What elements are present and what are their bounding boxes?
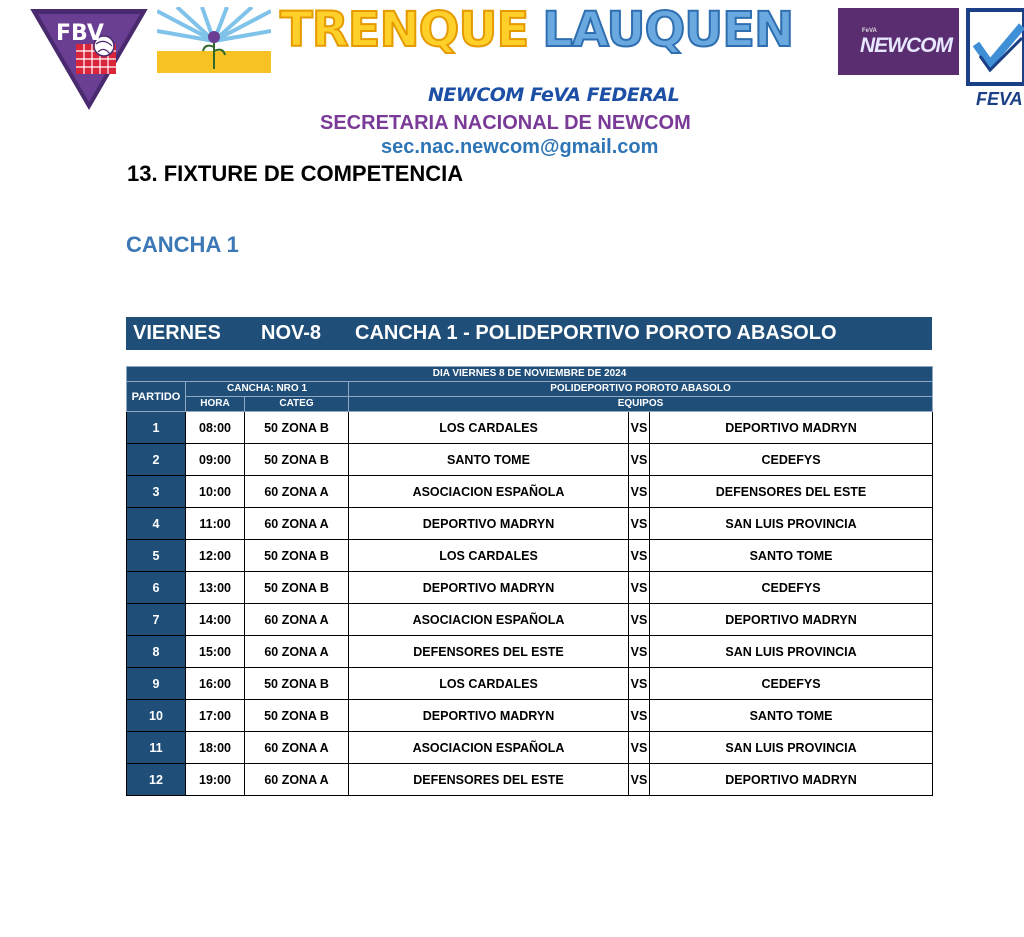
table-title: DIA VIERNES 8 DE NOVIEMBRE DE 2024 <box>127 367 933 382</box>
away-team: SAN LUIS PROVINCIA <box>650 636 933 668</box>
equipos-header: EQUIPOS <box>349 397 933 412</box>
newcom-logo-text: NEWCOM <box>860 34 952 57</box>
match-number: 12 <box>127 764 186 796</box>
contact-email: sec.nac.newcom@gmail.com <box>381 136 659 158</box>
vs-label: VS <box>629 668 650 700</box>
away-team: SANTO TOME <box>650 700 933 732</box>
away-team: SANTO TOME <box>650 540 933 572</box>
fixture-table <box>126 366 933 796</box>
table-row <box>127 604 933 636</box>
vs-label: VS <box>629 444 650 476</box>
vs-label: VS <box>629 732 650 764</box>
match-time: 18:00 <box>186 732 245 764</box>
banner-title <box>280 2 793 62</box>
away-team: DEPORTIVO MADRYN <box>650 604 933 636</box>
subtitle-newcom-feva-federal: NEWCOM FeVA FEDERAL <box>428 84 680 106</box>
table-row <box>127 636 933 668</box>
table-row <box>127 444 933 476</box>
day-bar-day: VIERNES <box>133 322 221 344</box>
home-team: DEPORTIVO MADRYN <box>349 508 629 540</box>
match-time: 15:00 <box>186 636 245 668</box>
newcom-logo <box>838 8 959 75</box>
vs-label: VS <box>629 540 650 572</box>
vs-label: VS <box>629 604 650 636</box>
match-number: 3 <box>127 476 186 508</box>
table-row <box>127 508 933 540</box>
subtitle-secretaria: SECRETARIA NACIONAL DE NEWCOM <box>320 112 691 134</box>
match-category: 50 ZONA B <box>245 700 349 732</box>
away-team: DEFENSORES DEL ESTE <box>650 476 933 508</box>
table-row <box>127 540 933 572</box>
home-team: ASOCIACION ESPAÑOLA <box>349 604 629 636</box>
section-title: 13. FIXTURE DE COMPETENCIA <box>127 161 464 186</box>
match-category: 50 ZONA B <box>245 572 349 604</box>
match-category: 50 ZONA B <box>245 412 349 444</box>
match-category: 60 ZONA A <box>245 636 349 668</box>
match-number: 9 <box>127 668 186 700</box>
match-number: 8 <box>127 636 186 668</box>
day-bar-venue: CANCHA 1 - POLIDEPORTIVO POROTO ABASOLO <box>355 322 837 344</box>
fbv-logo-text: FBV <box>56 21 104 46</box>
match-time: 10:00 <box>186 476 245 508</box>
home-team: DEPORTIVO MADRYN <box>349 572 629 604</box>
trenque-lauquen-flag <box>157 7 271 73</box>
partido-header: PARTIDO <box>127 382 186 412</box>
venue-header: POLIDEPORTIVO POROTO ABASOLO <box>349 382 933 397</box>
match-time: 11:00 <box>186 508 245 540</box>
cancha-header: CANCHA: NRO 1 <box>186 382 349 397</box>
table-row <box>127 700 933 732</box>
match-time: 19:00 <box>186 764 245 796</box>
vs-label: VS <box>629 700 650 732</box>
match-time: 14:00 <box>186 604 245 636</box>
match-number: 4 <box>127 508 186 540</box>
fbv-logo <box>30 6 148 110</box>
home-team: ASOCIACION ESPAÑOLA <box>349 732 629 764</box>
home-team: LOS CARDALES <box>349 540 629 572</box>
table-row <box>127 668 933 700</box>
match-time: 12:00 <box>186 540 245 572</box>
vs-label: VS <box>629 508 650 540</box>
match-number: 2 <box>127 444 186 476</box>
match-category: 60 ZONA A <box>245 604 349 636</box>
hora-header: HORA <box>186 397 245 412</box>
day-bar <box>126 317 932 350</box>
match-category: 60 ZONA A <box>245 476 349 508</box>
away-team: SAN LUIS PROVINCIA <box>650 732 933 764</box>
home-team: LOS CARDALES <box>349 412 629 444</box>
home-team: LOS CARDALES <box>349 668 629 700</box>
match-number: 10 <box>127 700 186 732</box>
match-time: 09:00 <box>186 444 245 476</box>
table-row <box>127 764 933 796</box>
home-team: ASOCIACION ESPAÑOLA <box>349 476 629 508</box>
match-number: 1 <box>127 412 186 444</box>
match-category: 60 ZONA A <box>245 764 349 796</box>
away-team: CEDEFYS <box>650 668 933 700</box>
feva-logo-text: FEVA <box>976 89 1023 109</box>
match-category: 50 ZONA B <box>245 444 349 476</box>
home-team: SANTO TOME <box>349 444 629 476</box>
away-team: CEDEFYS <box>650 572 933 604</box>
match-category: 50 ZONA B <box>245 540 349 572</box>
categ-header: CATEG <box>245 397 349 412</box>
match-time: 13:00 <box>186 572 245 604</box>
vs-label: VS <box>629 412 650 444</box>
vs-label: VS <box>629 764 650 796</box>
match-number: 7 <box>127 604 186 636</box>
home-team: DEFENSORES DEL ESTE <box>349 636 629 668</box>
newcom-logo-small-text: FeVA <box>862 28 877 34</box>
banner-word-lauquen: LAUQUEN <box>542 2 794 58</box>
match-time: 16:00 <box>186 668 245 700</box>
home-team: DEFENSORES DEL ESTE <box>349 764 629 796</box>
match-number: 11 <box>127 732 186 764</box>
away-team: DEPORTIVO MADRYN <box>650 412 933 444</box>
away-team: CEDEFYS <box>650 444 933 476</box>
match-category: 60 ZONA A <box>245 508 349 540</box>
match-category: 50 ZONA B <box>245 668 349 700</box>
table-row <box>127 572 933 604</box>
away-team: DEPORTIVO MADRYN <box>650 764 933 796</box>
table-row <box>127 732 933 764</box>
away-team: SAN LUIS PROVINCIA <box>650 508 933 540</box>
match-time: 17:00 <box>186 700 245 732</box>
vs-label: VS <box>629 636 650 668</box>
match-time: 08:00 <box>186 412 245 444</box>
vs-label: VS <box>629 572 650 604</box>
table-row <box>127 412 933 444</box>
match-category: 60 ZONA A <box>245 732 349 764</box>
vs-label: VS <box>629 476 650 508</box>
banner-word-trenque: TRENQUE <box>280 2 529 58</box>
court-title: CANCHA 1 <box>126 232 239 257</box>
match-number: 5 <box>127 540 186 572</box>
home-team: DEPORTIVO MADRYN <box>349 700 629 732</box>
match-number: 6 <box>127 572 186 604</box>
day-bar-date: NOV-8 <box>261 322 322 344</box>
table-row <box>127 476 933 508</box>
